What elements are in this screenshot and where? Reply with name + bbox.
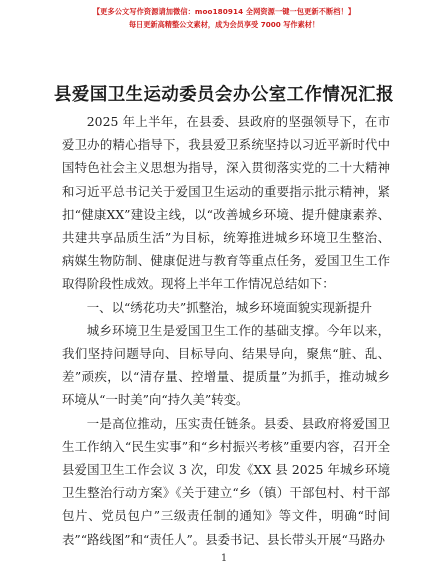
promo-line-1: 【更多公文写作资源请加微信：moo180914 全网资源一键一包更新不断档！】 [92, 7, 356, 16]
document-body [62, 110, 390, 551]
body-paragraph: 城乡环境卫生是爱国卫生工作的基础支撑。今年以来，我们坚持问题导向、目标导向、结果导向，聚焦“脏、乱、差”顽疾，以“清存量、控增量、提质量”为抓手，推动城乡环境从“一时美”向“持久美”转变。 [62, 322, 390, 408]
section-heading-1: 一、以“绣花功夫”抓整治，城乡环境面貌实现新提升 [86, 299, 373, 315]
page-number: 1 [220, 553, 228, 564]
promo-banner [0, 6, 448, 31]
promo-line-2: 每日更新高精整公文素材，成为会员享受 7000 写作素材！ [128, 20, 320, 29]
document-title: 县爱国卫生运动委员会办公室工作情况汇报 [54, 85, 394, 105]
body-paragraph: 一是高位推动，压实责任链条。县委、县政府将爱国卫生工作纳入“民生实事”和“乡村振兴考核”重要内容，召开全县爱国卫生工作会议 3 次，印发《XX 县 2025 年城乡环境卫生整治行动方案》《关于建立“乡（镇）干部包村、村干部包片、党员包户”三级责任制的通知》等文件，明确“时间表”“路线图”和“责任人”。县委书记、县长带头开展“马路办 [62, 415, 390, 547]
body-paragraph-intro: 2025 年上半年，在县委、县政府的坚强领导下，在市爱卫办的精心指导下，我县爱卫系统坚持以习近平新时代中国特色社会主义思想为指导，深入贯彻落实党的二十大精神和习近平总书记关于爱国卫生运动的重要指示批示精神，紧扣“健康XX”建设主线，以“改善城乡环境、提升健康素养、共建共享品质生活”为目标，统筹推进城乡环境卫生整治、病媒生物防制、健康促进与教育等重点任务，爱国卫生工作取得阶段性成效。现将上半年工作情况总结如下： [62, 114, 390, 292]
